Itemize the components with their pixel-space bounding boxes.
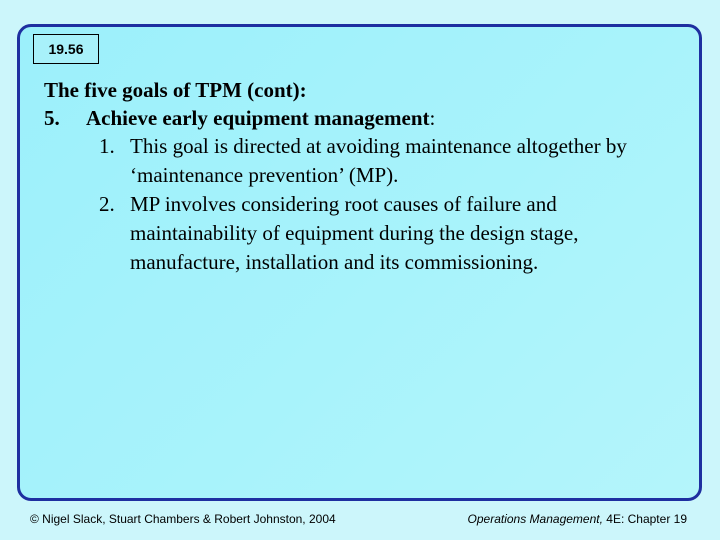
footer-copyright: © Nigel Slack, Stuart Chambers & Robert Johnston, 2004 xyxy=(30,512,336,526)
goal-points-list xyxy=(44,132,684,277)
point-text: This goal is directed at avoiding maintenance altogether by ‘maintenance prevention’ (MP). xyxy=(130,134,627,187)
list-item xyxy=(44,132,684,190)
list-item xyxy=(44,190,684,277)
footer-book-reference xyxy=(468,512,687,526)
slide-title: The five goals of TPM (cont): xyxy=(44,78,307,102)
footer-edition-chapter: 4E: Chapter 19 xyxy=(602,512,687,526)
footer-book-title: Operations Management, xyxy=(467,512,603,526)
point-number: 1. xyxy=(99,134,115,158)
goal-number: 5. xyxy=(44,106,60,130)
slide-number-badge: 19.56 xyxy=(33,34,99,64)
goal-heading xyxy=(86,104,435,132)
goal-colon: : xyxy=(429,106,436,130)
goal-text: Achieve early equipment management xyxy=(86,106,430,130)
slide-content xyxy=(44,76,684,277)
goal-item xyxy=(44,104,684,132)
point-number: 2. xyxy=(99,192,115,216)
point-text: MP involves considering root causes of failure and maintainability of equipment during the design stage, manufacture, installation and its commissioning. xyxy=(130,192,579,274)
